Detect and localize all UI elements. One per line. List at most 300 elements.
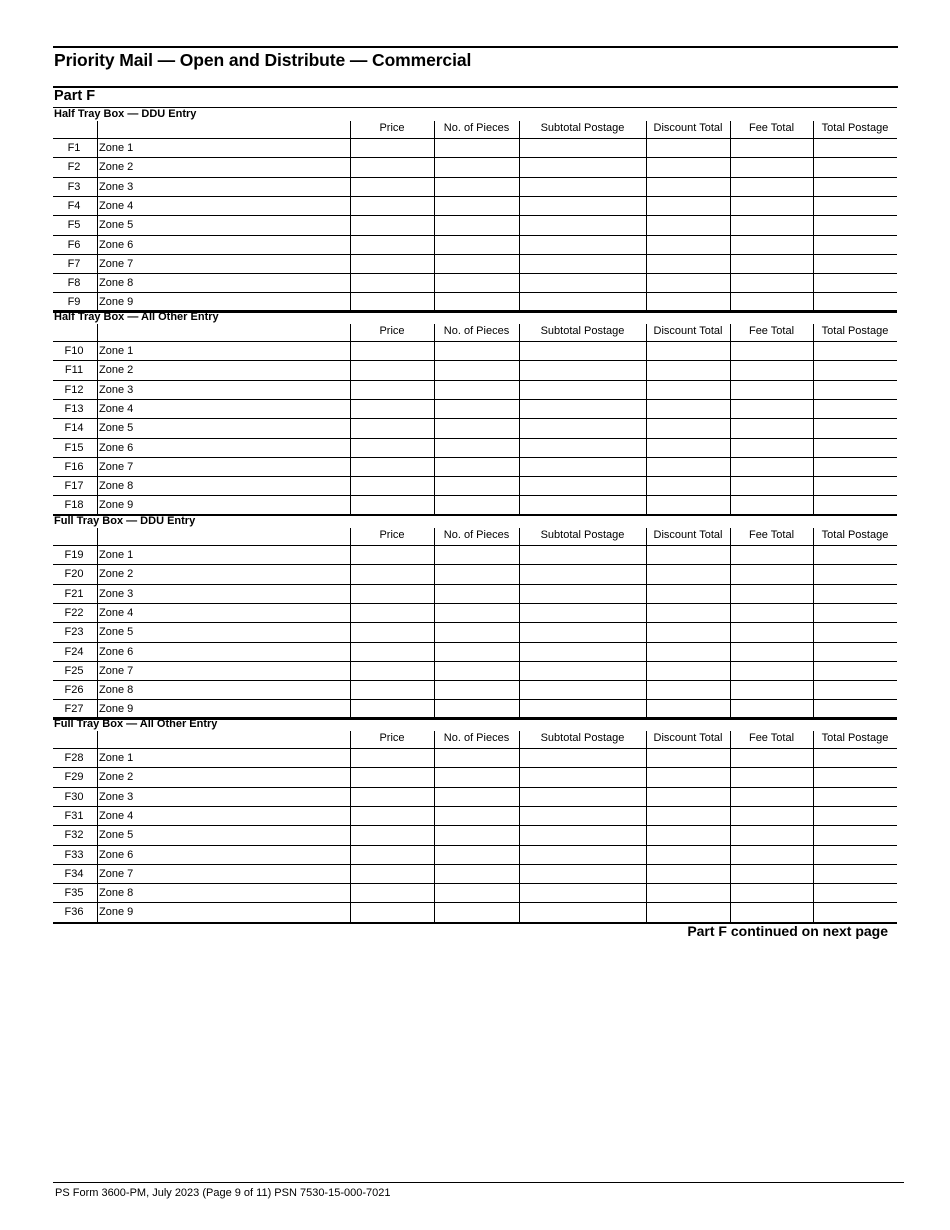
entry-subtotal-postage-cell[interactable] xyxy=(520,198,645,215)
entry-price-cell[interactable] xyxy=(351,420,433,437)
zone-label: Zone 9 xyxy=(99,499,134,512)
entry-discount-total-cell[interactable] xyxy=(647,362,729,379)
entry-fee-total-cell[interactable] xyxy=(731,750,812,767)
entry-subtotal-postage-cell[interactable] xyxy=(520,459,645,476)
zone-label: Zone 9 xyxy=(99,703,134,716)
entry-discount-total-cell[interactable] xyxy=(647,663,729,680)
entry-price-cell[interactable] xyxy=(351,217,433,234)
entry-total-postage-cell[interactable] xyxy=(814,566,896,583)
line-code: F24 xyxy=(64,645,84,658)
zone-label: Zone 5 xyxy=(99,219,134,232)
column-header-total-postage: Total Postage xyxy=(821,732,889,744)
entry-discount-total-cell[interactable] xyxy=(647,343,729,360)
entry-subtotal-postage-cell[interactable] xyxy=(520,789,645,806)
entry-price-cell[interactable] xyxy=(351,866,433,883)
entry-fee-total-cell[interactable] xyxy=(731,904,812,921)
entry-discount-total-cell[interactable] xyxy=(647,275,729,292)
entry-fee-total-cell[interactable] xyxy=(731,547,812,564)
page-title: Priority Mail — Open and Distribute — Commercial xyxy=(54,50,472,70)
entry-price-cell[interactable] xyxy=(351,140,433,157)
zone-label: Zone 8 xyxy=(99,277,134,290)
zone-label: Zone 2 xyxy=(99,568,134,581)
entry-fee-total-cell[interactable] xyxy=(731,808,812,825)
entry-total-postage-cell[interactable] xyxy=(814,382,896,399)
entry-total-postage-cell[interactable] xyxy=(814,866,896,883)
entry-subtotal-postage-cell[interactable] xyxy=(520,827,645,844)
entry-fee-total-cell[interactable] xyxy=(731,440,812,457)
entry-fee-total-cell[interactable] xyxy=(731,566,812,583)
entry-subtotal-postage-cell[interactable] xyxy=(520,644,645,661)
entry-subtotal-postage-cell[interactable] xyxy=(520,420,645,437)
entry-discount-total-cell[interactable] xyxy=(647,885,729,902)
entry-fee-total-cell[interactable] xyxy=(731,644,812,661)
entry-total-postage-cell[interactable] xyxy=(814,769,896,786)
row-rule xyxy=(53,360,897,361)
entry-no-of-pieces-cell[interactable] xyxy=(435,256,518,273)
line-code: F33 xyxy=(64,848,84,861)
entry-price-cell[interactable] xyxy=(351,459,433,476)
entry-price-cell[interactable] xyxy=(351,566,433,583)
line-code: F21 xyxy=(64,587,84,600)
line-code: F36 xyxy=(64,906,84,919)
entry-total-postage-cell[interactable] xyxy=(814,440,896,457)
form-footer: PS Form 3600-PM, July 2023 (Page 9 of 11) PSN 7530-15-000-7021 xyxy=(55,1187,391,1199)
entry-discount-total-cell[interactable] xyxy=(647,459,729,476)
entry-total-postage-cell[interactable] xyxy=(814,586,896,603)
line-code: F34 xyxy=(64,867,84,880)
entry-total-postage-cell[interactable] xyxy=(814,140,896,157)
column-header-no-of-pieces: No. of Pieces xyxy=(443,732,510,744)
entry-no-of-pieces-cell[interactable] xyxy=(435,663,518,680)
entry-subtotal-postage-cell[interactable] xyxy=(520,566,645,583)
entry-no-of-pieces-cell[interactable] xyxy=(435,401,518,418)
entry-price-cell[interactable] xyxy=(351,682,433,699)
entry-total-postage-cell[interactable] xyxy=(814,179,896,196)
row-rule xyxy=(53,806,897,807)
entry-discount-total-cell[interactable] xyxy=(647,478,729,495)
entry-subtotal-postage-cell[interactable] xyxy=(520,343,645,360)
entry-fee-total-cell[interactable] xyxy=(731,275,812,292)
entry-subtotal-postage-cell[interactable] xyxy=(520,547,645,564)
entry-discount-total-cell[interactable] xyxy=(647,827,729,844)
entry-no-of-pieces-cell[interactable] xyxy=(435,159,518,176)
entry-price-cell[interactable] xyxy=(351,237,433,254)
column-header-discount-total: Discount Total xyxy=(653,529,723,541)
column-header-total-postage: Total Postage xyxy=(821,122,889,134)
column-header-subtotal-postage: Subtotal Postage xyxy=(540,122,625,134)
entry-price-cell[interactable] xyxy=(351,179,433,196)
line-code: F32 xyxy=(64,829,84,842)
entry-subtotal-postage-cell[interactable] xyxy=(520,237,645,254)
row-rule xyxy=(53,157,897,158)
entry-no-of-pieces-cell[interactable] xyxy=(435,586,518,603)
entry-subtotal-postage-cell[interactable] xyxy=(520,382,645,399)
entry-total-postage-cell[interactable] xyxy=(814,847,896,864)
zone-label: Zone 7 xyxy=(99,257,134,270)
line-code: F6 xyxy=(67,238,81,251)
entry-discount-total-cell[interactable] xyxy=(647,401,729,418)
entry-no-of-pieces-cell[interactable] xyxy=(435,605,518,622)
entry-subtotal-postage-cell[interactable] xyxy=(520,256,645,273)
header-rule xyxy=(53,545,897,546)
entry-total-postage-cell[interactable] xyxy=(814,547,896,564)
entry-no-of-pieces-cell[interactable] xyxy=(435,547,518,564)
entry-discount-total-cell[interactable] xyxy=(647,382,729,399)
entry-subtotal-postage-cell[interactable] xyxy=(520,885,645,902)
entry-total-postage-cell[interactable] xyxy=(814,420,896,437)
entry-fee-total-cell[interactable] xyxy=(731,256,812,273)
row-rule xyxy=(53,825,897,826)
entry-total-postage-cell[interactable] xyxy=(814,256,896,273)
entry-no-of-pieces-cell[interactable] xyxy=(435,682,518,699)
column-header-price: Price xyxy=(379,122,405,134)
entry-fee-total-cell[interactable] xyxy=(731,789,812,806)
entry-subtotal-postage-cell[interactable] xyxy=(520,866,645,883)
entry-no-of-pieces-cell[interactable] xyxy=(435,750,518,767)
entry-fee-total-cell[interactable] xyxy=(731,497,812,514)
column-header-price: Price xyxy=(379,732,405,744)
line-code: F31 xyxy=(64,809,84,822)
entry-fee-total-cell[interactable] xyxy=(731,478,812,495)
entry-no-of-pieces-cell[interactable] xyxy=(435,343,518,360)
row-rule xyxy=(53,399,897,400)
entry-subtotal-postage-cell[interactable] xyxy=(520,769,645,786)
column-header-subtotal-postage: Subtotal Postage xyxy=(540,529,625,541)
column-header-fee-total: Fee Total xyxy=(748,325,795,337)
entry-price-cell[interactable] xyxy=(351,547,433,564)
line-code: F17 xyxy=(64,480,84,493)
zone-label: Zone 3 xyxy=(99,180,134,193)
entry-price-cell[interactable] xyxy=(351,769,433,786)
entry-total-postage-cell[interactable] xyxy=(814,789,896,806)
entry-subtotal-postage-cell[interactable] xyxy=(520,663,645,680)
entry-no-of-pieces-cell[interactable] xyxy=(435,382,518,399)
column-header-discount-total: Discount Total xyxy=(653,325,723,337)
entry-no-of-pieces-cell[interactable] xyxy=(435,866,518,883)
line-code: F26 xyxy=(64,684,84,697)
entry-subtotal-postage-cell[interactable] xyxy=(520,904,645,921)
entry-discount-total-cell[interactable] xyxy=(647,237,729,254)
entry-price-cell[interactable] xyxy=(351,343,433,360)
entry-total-postage-cell[interactable] xyxy=(814,682,896,699)
entry-fee-total-cell[interactable] xyxy=(731,827,812,844)
entry-total-postage-cell[interactable] xyxy=(814,663,896,680)
zone-label: Zone 6 xyxy=(99,645,134,658)
entry-price-cell[interactable] xyxy=(351,904,433,921)
entry-fee-total-cell[interactable] xyxy=(731,605,812,622)
entry-total-postage-cell[interactable] xyxy=(814,198,896,215)
row-rule xyxy=(53,564,897,565)
row-rule xyxy=(53,767,897,768)
entry-total-postage-cell[interactable] xyxy=(814,750,896,767)
entry-total-postage-cell[interactable] xyxy=(814,904,896,921)
column-header-fee-total: Fee Total xyxy=(748,122,795,134)
entry-price-cell[interactable] xyxy=(351,382,433,399)
entry-fee-total-cell[interactable] xyxy=(731,382,812,399)
entry-price-cell[interactable] xyxy=(351,478,433,495)
zone-label: Zone 9 xyxy=(99,906,134,919)
entry-subtotal-postage-cell[interactable] xyxy=(520,440,645,457)
entry-no-of-pieces-cell[interactable] xyxy=(435,497,518,514)
entry-no-of-pieces-cell[interactable] xyxy=(435,847,518,864)
entry-no-of-pieces-cell[interactable] xyxy=(435,459,518,476)
line-code: F22 xyxy=(64,606,84,619)
line-code: F3 xyxy=(67,180,81,193)
entry-price-cell[interactable] xyxy=(351,401,433,418)
entry-price-cell[interactable] xyxy=(351,362,433,379)
zone-label: Zone 7 xyxy=(99,460,134,473)
column-header-total-postage: Total Postage xyxy=(821,529,889,541)
header-rule xyxy=(53,341,897,342)
entry-discount-total-cell[interactable] xyxy=(647,586,729,603)
entry-total-postage-cell[interactable] xyxy=(814,605,896,622)
zone-label: Zone 1 xyxy=(99,345,134,357)
section-title: Half Tray Box — DDU Entry xyxy=(54,108,197,120)
entry-no-of-pieces-cell[interactable] xyxy=(435,624,518,641)
line-code: F19 xyxy=(64,549,84,561)
entry-price-cell[interactable] xyxy=(351,885,433,902)
zone-label: Zone 5 xyxy=(99,626,134,639)
entry-no-of-pieces-cell[interactable] xyxy=(435,478,518,495)
line-code: F2 xyxy=(67,161,81,174)
entry-no-of-pieces-cell[interactable] xyxy=(435,904,518,921)
entry-discount-total-cell[interactable] xyxy=(647,904,729,921)
line-code: F5 xyxy=(67,219,81,232)
entry-price-cell[interactable] xyxy=(351,827,433,844)
zone-label: Zone 2 xyxy=(99,771,134,784)
zone-label: Zone 4 xyxy=(99,199,134,212)
entry-price-cell[interactable] xyxy=(351,624,433,641)
line-code: F8 xyxy=(67,277,81,290)
entry-subtotal-postage-cell[interactable] xyxy=(520,179,645,196)
entry-price-cell[interactable] xyxy=(351,198,433,215)
entry-price-cell[interactable] xyxy=(351,605,433,622)
entry-discount-total-cell[interactable] xyxy=(647,566,729,583)
zone-label: Zone 3 xyxy=(99,790,134,803)
entry-fee-total-cell[interactable] xyxy=(731,140,812,157)
title-top-rule xyxy=(53,46,898,48)
entry-price-cell[interactable] xyxy=(351,497,433,514)
entry-fee-total-cell[interactable] xyxy=(731,198,812,215)
row-rule xyxy=(53,883,897,884)
entry-subtotal-postage-cell[interactable] xyxy=(520,497,645,514)
code-divider xyxy=(97,324,98,516)
entry-fee-total-cell[interactable] xyxy=(731,159,812,176)
line-code: F9 xyxy=(67,296,81,309)
entry-no-of-pieces-cell[interactable] xyxy=(435,827,518,844)
entry-no-of-pieces-cell[interactable] xyxy=(435,644,518,661)
entry-no-of-pieces-cell[interactable] xyxy=(435,179,518,196)
entry-total-postage-cell[interactable] xyxy=(814,237,896,254)
entry-price-cell[interactable] xyxy=(351,275,433,292)
entry-discount-total-cell[interactable] xyxy=(647,750,729,767)
entry-no-of-pieces-cell[interactable] xyxy=(435,789,518,806)
entry-subtotal-postage-cell[interactable] xyxy=(520,624,645,641)
row-rule xyxy=(53,215,897,216)
entry-discount-total-cell[interactable] xyxy=(647,256,729,273)
entry-total-postage-cell[interactable] xyxy=(814,827,896,844)
entry-discount-total-cell[interactable] xyxy=(647,159,729,176)
line-code: F7 xyxy=(67,257,81,270)
entry-fee-total-cell[interactable] xyxy=(731,459,812,476)
zone-label: Zone 4 xyxy=(99,606,134,619)
entry-subtotal-postage-cell[interactable] xyxy=(520,847,645,864)
entry-subtotal-postage-cell[interactable] xyxy=(520,478,645,495)
entry-no-of-pieces-cell[interactable] xyxy=(435,420,518,437)
zone-label: Zone 2 xyxy=(99,161,134,174)
entry-subtotal-postage-cell[interactable] xyxy=(520,750,645,767)
entry-discount-total-cell[interactable] xyxy=(647,769,729,786)
header-rule xyxy=(53,138,897,139)
entry-fee-total-cell[interactable] xyxy=(731,237,812,254)
code-divider xyxy=(97,121,98,313)
entry-discount-total-cell[interactable] xyxy=(647,605,729,622)
entry-fee-total-cell[interactable] xyxy=(731,179,812,196)
entry-fee-total-cell[interactable] xyxy=(731,682,812,699)
entry-no-of-pieces-cell[interactable] xyxy=(435,362,518,379)
entry-discount-total-cell[interactable] xyxy=(647,420,729,437)
entry-total-postage-cell[interactable] xyxy=(814,478,896,495)
entry-fee-total-cell[interactable] xyxy=(731,401,812,418)
zone-label: Zone 1 xyxy=(99,752,134,764)
entry-discount-total-cell[interactable] xyxy=(647,547,729,564)
row-rule xyxy=(53,680,897,681)
entry-price-cell[interactable] xyxy=(351,663,433,680)
entry-no-of-pieces-cell[interactable] xyxy=(435,808,518,825)
zone-label: Zone 2 xyxy=(99,364,134,377)
column-header-price: Price xyxy=(379,325,405,337)
zone-label: Zone 8 xyxy=(99,887,134,900)
entry-discount-total-cell[interactable] xyxy=(647,866,729,883)
line-code: F23 xyxy=(64,626,84,639)
entry-total-postage-cell[interactable] xyxy=(814,644,896,661)
entry-discount-total-cell[interactable] xyxy=(647,808,729,825)
part-label: Part F xyxy=(54,88,96,104)
line-code: F28 xyxy=(64,752,84,764)
zone-label: Zone 8 xyxy=(99,480,134,493)
entry-price-cell[interactable] xyxy=(351,159,433,176)
entry-subtotal-postage-cell[interactable] xyxy=(520,682,645,699)
entry-discount-total-cell[interactable] xyxy=(647,217,729,234)
line-code: F20 xyxy=(64,568,84,581)
entry-discount-total-cell[interactable] xyxy=(647,198,729,215)
entry-fee-total-cell[interactable] xyxy=(731,362,812,379)
entry-no-of-pieces-cell[interactable] xyxy=(435,198,518,215)
entry-discount-total-cell[interactable] xyxy=(647,497,729,514)
entry-total-postage-cell[interactable] xyxy=(814,159,896,176)
entry-no-of-pieces-cell[interactable] xyxy=(435,566,518,583)
entry-fee-total-cell[interactable] xyxy=(731,885,812,902)
entry-discount-total-cell[interactable] xyxy=(647,440,729,457)
column-header-no-of-pieces: No. of Pieces xyxy=(443,122,510,134)
entry-discount-total-cell[interactable] xyxy=(647,624,729,641)
line-code: F13 xyxy=(64,402,84,415)
entry-total-postage-cell[interactable] xyxy=(814,497,896,514)
line-code: F30 xyxy=(64,790,84,803)
line-code: F11 xyxy=(64,364,84,377)
entry-total-postage-cell[interactable] xyxy=(814,808,896,825)
entry-subtotal-postage-cell[interactable] xyxy=(520,362,645,379)
entry-fee-total-cell[interactable] xyxy=(731,420,812,437)
entry-price-cell[interactable] xyxy=(351,808,433,825)
entry-fee-total-cell[interactable] xyxy=(731,217,812,234)
entry-fee-total-cell[interactable] xyxy=(731,586,812,603)
entry-discount-total-cell[interactable] xyxy=(647,847,729,864)
header-rule xyxy=(53,748,897,749)
entry-discount-total-cell[interactable] xyxy=(647,179,729,196)
entry-subtotal-postage-cell[interactable] xyxy=(520,140,645,157)
entry-no-of-pieces-cell[interactable] xyxy=(435,440,518,457)
zone-label: Zone 4 xyxy=(99,809,134,822)
entry-fee-total-cell[interactable] xyxy=(731,866,812,883)
entry-total-postage-cell[interactable] xyxy=(814,401,896,418)
row-rule xyxy=(53,196,897,197)
entry-price-cell[interactable] xyxy=(351,847,433,864)
entry-subtotal-postage-cell[interactable] xyxy=(520,605,645,622)
entry-discount-total-cell[interactable] xyxy=(647,140,729,157)
entry-no-of-pieces-cell[interactable] xyxy=(435,140,518,157)
entry-price-cell[interactable] xyxy=(351,644,433,661)
entry-subtotal-postage-cell[interactable] xyxy=(520,159,645,176)
entry-discount-total-cell[interactable] xyxy=(647,682,729,699)
entry-discount-total-cell[interactable] xyxy=(647,789,729,806)
entry-discount-total-cell[interactable] xyxy=(647,644,729,661)
entry-no-of-pieces-cell[interactable] xyxy=(435,885,518,902)
entry-subtotal-postage-cell[interactable] xyxy=(520,808,645,825)
entry-no-of-pieces-cell[interactable] xyxy=(435,237,518,254)
entry-price-cell[interactable] xyxy=(351,256,433,273)
entry-fee-total-cell[interactable] xyxy=(731,769,812,786)
entry-no-of-pieces-cell[interactable] xyxy=(435,769,518,786)
zone-label: Zone 3 xyxy=(99,383,134,396)
column-header-no-of-pieces: No. of Pieces xyxy=(443,529,510,541)
zone-label: Zone 9 xyxy=(99,296,134,309)
entry-fee-total-cell[interactable] xyxy=(731,624,812,641)
entry-price-cell[interactable] xyxy=(351,440,433,457)
entry-total-postage-cell[interactable] xyxy=(814,885,896,902)
entry-fee-total-cell[interactable] xyxy=(731,343,812,360)
column-header-total-postage: Total Postage xyxy=(821,325,889,337)
row-rule xyxy=(53,273,897,274)
line-code: F25 xyxy=(64,664,84,677)
entry-total-postage-cell[interactable] xyxy=(814,362,896,379)
column-header-subtotal-postage: Subtotal Postage xyxy=(540,732,625,744)
entry-subtotal-postage-cell[interactable] xyxy=(520,275,645,292)
row-rule xyxy=(53,603,897,604)
entry-no-of-pieces-cell[interactable] xyxy=(435,217,518,234)
line-code: F1 xyxy=(67,142,81,154)
entry-total-postage-cell[interactable] xyxy=(814,217,896,234)
line-code: F15 xyxy=(64,441,84,454)
entry-total-postage-cell[interactable] xyxy=(814,459,896,476)
entry-price-cell[interactable] xyxy=(351,750,433,767)
column-header-price: Price xyxy=(379,529,405,541)
column-header-fee-total: Fee Total xyxy=(748,529,795,541)
entry-subtotal-postage-cell[interactable] xyxy=(520,217,645,234)
entry-subtotal-postage-cell[interactable] xyxy=(520,586,645,603)
entry-total-postage-cell[interactable] xyxy=(814,275,896,292)
entry-no-of-pieces-cell[interactable] xyxy=(435,275,518,292)
entry-fee-total-cell[interactable] xyxy=(731,847,812,864)
entry-total-postage-cell[interactable] xyxy=(814,624,896,641)
entry-price-cell[interactable] xyxy=(351,789,433,806)
entry-total-postage-cell[interactable] xyxy=(814,343,896,360)
entry-subtotal-postage-cell[interactable] xyxy=(520,401,645,418)
line-code: F12 xyxy=(64,383,84,396)
entry-price-cell[interactable] xyxy=(351,586,433,603)
line-code: F18 xyxy=(64,499,84,512)
entry-fee-total-cell[interactable] xyxy=(731,663,812,680)
